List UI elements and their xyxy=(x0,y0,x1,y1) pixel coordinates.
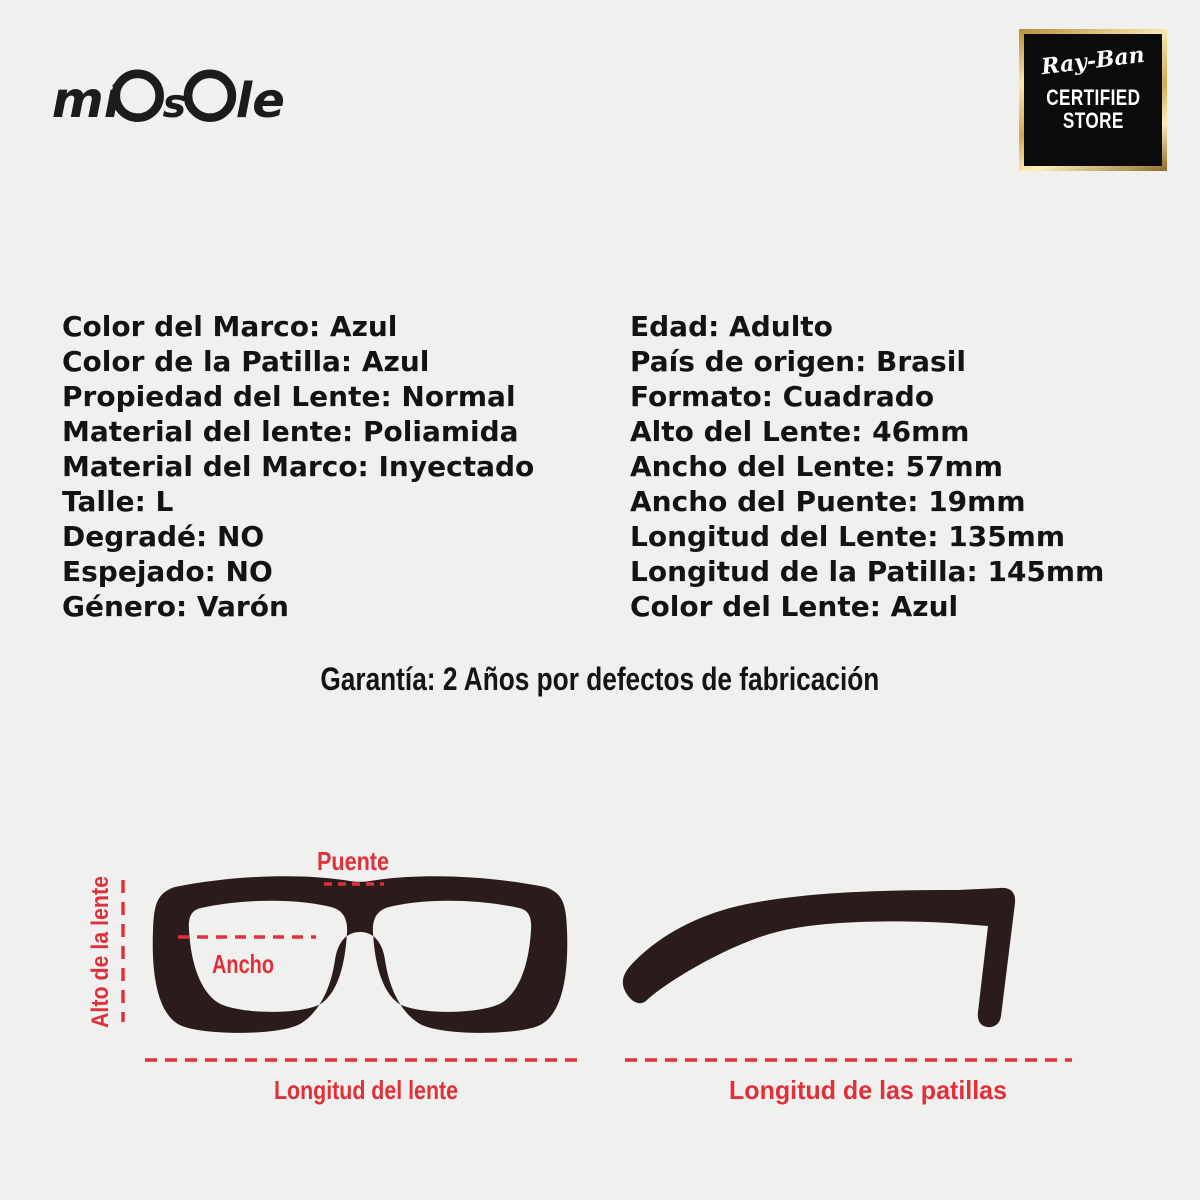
logo-text-le: le xyxy=(235,73,285,130)
spec-row: Longitud de la Patilla: 145mm xyxy=(630,555,1105,588)
longitud-del-lente-label: Longitud del lente xyxy=(274,1075,458,1105)
spec-column-left xyxy=(62,309,534,624)
spec-column-right xyxy=(630,309,1104,624)
puente-label: Puente xyxy=(317,846,389,876)
spec-row: Color del Marco: Azul xyxy=(62,310,398,343)
longitud-de-las-patillas-label: Longitud de las patillas xyxy=(729,1075,1007,1105)
spec-row: Propiedad del Lente: Normal xyxy=(62,380,516,413)
spec-row: Color de la Patilla: Azul xyxy=(62,345,430,378)
spec-row: Longitud del Lente: 135mm xyxy=(630,520,1066,553)
logo-text-mi: mí xyxy=(51,71,121,130)
spec-row: Ancho del Lente: 57mm xyxy=(630,450,1003,483)
spec-row: Material del lente: Poliamida xyxy=(62,415,519,448)
rayban-certified-badge xyxy=(1019,29,1167,171)
warranty-text: Garantía: 2 Años por defectos de fabricación xyxy=(320,661,880,697)
certified-line: CERTIFIED xyxy=(1045,85,1141,110)
rayban-certified-badge-inner xyxy=(1024,34,1162,166)
certified-store-label xyxy=(1046,86,1140,132)
spec-row: Degradé: NO xyxy=(62,520,265,553)
spec-row: Ancho del Puente: 19mm xyxy=(630,485,1026,518)
spec-row: Color del Lente: Azul xyxy=(630,590,959,623)
spec-row: Edad: Adulto xyxy=(630,310,833,343)
spec-row: País de origen: Brasil xyxy=(630,345,966,378)
spec-row: Alto del Lente: 46mm xyxy=(630,415,970,448)
rayban-script-logo: Ray-Ban xyxy=(1039,41,1147,81)
logo-text-s: s xyxy=(162,81,187,128)
warranty-row xyxy=(0,661,1200,698)
glasses-temple-silhouette xyxy=(623,888,1015,1027)
store-line: STORE xyxy=(1062,108,1124,133)
ancho-label: Ancho xyxy=(212,949,274,979)
logo-glasses-lens-right-icon xyxy=(188,74,232,118)
spec-row: Talle: L xyxy=(62,485,174,518)
spec-row: Material del Marco: Inyectado xyxy=(62,450,535,483)
glasses-measurement-diagram xyxy=(0,830,1200,1200)
miosole-logo xyxy=(50,40,308,136)
spec-row: Espejado: NO xyxy=(62,555,273,588)
spec-row: Formato: Cuadrado xyxy=(630,380,935,413)
logo-glasses-lens-left-icon xyxy=(116,74,160,118)
alto-de-la-lente-label: Alto de la lente xyxy=(87,857,114,1028)
spec-row: Género: Varón xyxy=(62,590,289,623)
